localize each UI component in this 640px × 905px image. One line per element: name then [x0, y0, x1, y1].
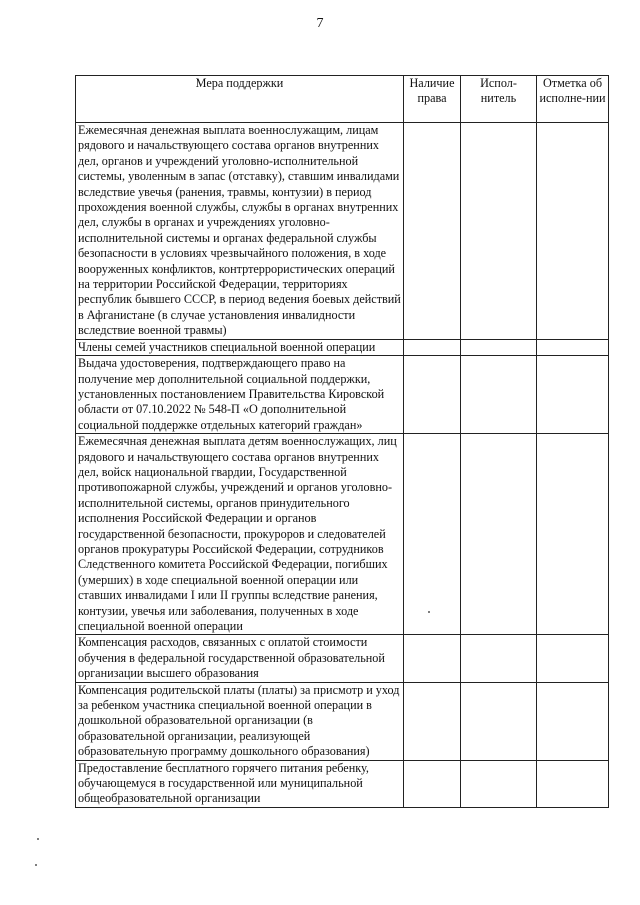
right-cell [404, 760, 461, 807]
measure-cell: Выдача удостоверения, подтверждающего право на получение мер дополнительной социальной поддержки, установленных постановлением Правительства Кировской области от 07.10.2022 № 548-П «О дополнительной социальной поддержке отдельных категорий граждан» [76, 356, 404, 434]
right-cell [404, 356, 461, 434]
scan-speck [428, 611, 430, 613]
header-executor: Испол-нитель [461, 76, 537, 123]
mark-cell [537, 760, 609, 807]
table-row [76, 123, 609, 340]
scan-speck [35, 864, 37, 866]
mark-cell [537, 434, 609, 635]
executor-cell [461, 339, 537, 355]
mark-cell [537, 339, 609, 355]
mark-cell [537, 635, 609, 682]
table-row [76, 682, 609, 760]
table-row [76, 635, 609, 682]
table-row [76, 434, 609, 635]
support-measures-table [75, 75, 609, 808]
measure-cell: Предоставление бесплатного горячего питания ребенку, обучающемуся в государственной или муниципальной общеобразовательной организации [76, 760, 404, 807]
measure-cell: Ежемесячная денежная выплата детям военнослужащих, лиц рядового и начальствующего состава органов внутренних дел, войск национальной гвардии, Государственной противопожарной службы, учреждений и органов уголовно-исполнительной системы, органов принудительного исполнения Российской Федерации и органов государственной безопасности, прокуроров и следователей органов прокуратуры Российской Федерации, сотрудников Следственного комитета Российской Федерации, погибших (умерших) в ходе специальной военной операции или ставших инвалидами I или II группы вследствие ранения, контузии, увечья или заболевания, полученных в ходе специальной военной операции [76, 434, 404, 635]
measure-cell: Члены семей участников специальной военной операции [76, 339, 404, 355]
executor-cell [461, 434, 537, 635]
executor-cell [461, 682, 537, 760]
table-row [76, 356, 609, 434]
header-measure: Мера поддержки [76, 76, 404, 123]
executor-cell [461, 356, 537, 434]
header-mark: Отметка об исполне-нии [537, 76, 609, 123]
right-cell [404, 434, 461, 635]
executor-cell [461, 760, 537, 807]
mark-cell [537, 356, 609, 434]
executor-cell [461, 635, 537, 682]
right-cell [404, 635, 461, 682]
measure-cell: Ежемесячная денежная выплата военнослужащим, лицам рядового и начальствующего состава органов внутренних дел, органов и учреждений уголовно-исполнительной системы, уволенным в запас (отставку), ставшим инвалидами вследствие увечья (ранения, травмы, контузии) в период прохождения военной службы, службы в органах внутренних дел, службы в органах и учреждениях уголовно-исполнительной системы и органах федеральной службы безопасности в условиях чрезвычайного положения, в ходе вооруженных конфликтов, контртеррористических операций на территории Российской Федерации, территориях республик бывшего СССР, в период ведения боевых действий в Афганистане (в случае установления инвалидности вследствие военной травмы) [76, 123, 404, 340]
measure-cell: Компенсация родительской платы (платы) за присмотр и уход за ребенком участника специальной военной операции в дошкольной образовательной организации (в образовательной организации, реализующей образовательную программу дошкольного образования) [76, 682, 404, 760]
header-right: Наличие права [404, 76, 461, 123]
table-header-row [76, 76, 609, 123]
mark-cell [537, 123, 609, 340]
right-cell [404, 682, 461, 760]
executor-cell [461, 123, 537, 340]
mark-cell [537, 682, 609, 760]
right-cell [404, 339, 461, 355]
page-number: 7 [316, 16, 324, 31]
table-row [76, 339, 609, 355]
scan-speck [37, 838, 39, 840]
measure-cell: Компенсация расходов, связанных с оплатой стоимости обучения в федеральной государственной образовательной организации высшего образования [76, 635, 404, 682]
table-row [76, 760, 609, 807]
right-cell [404, 123, 461, 340]
